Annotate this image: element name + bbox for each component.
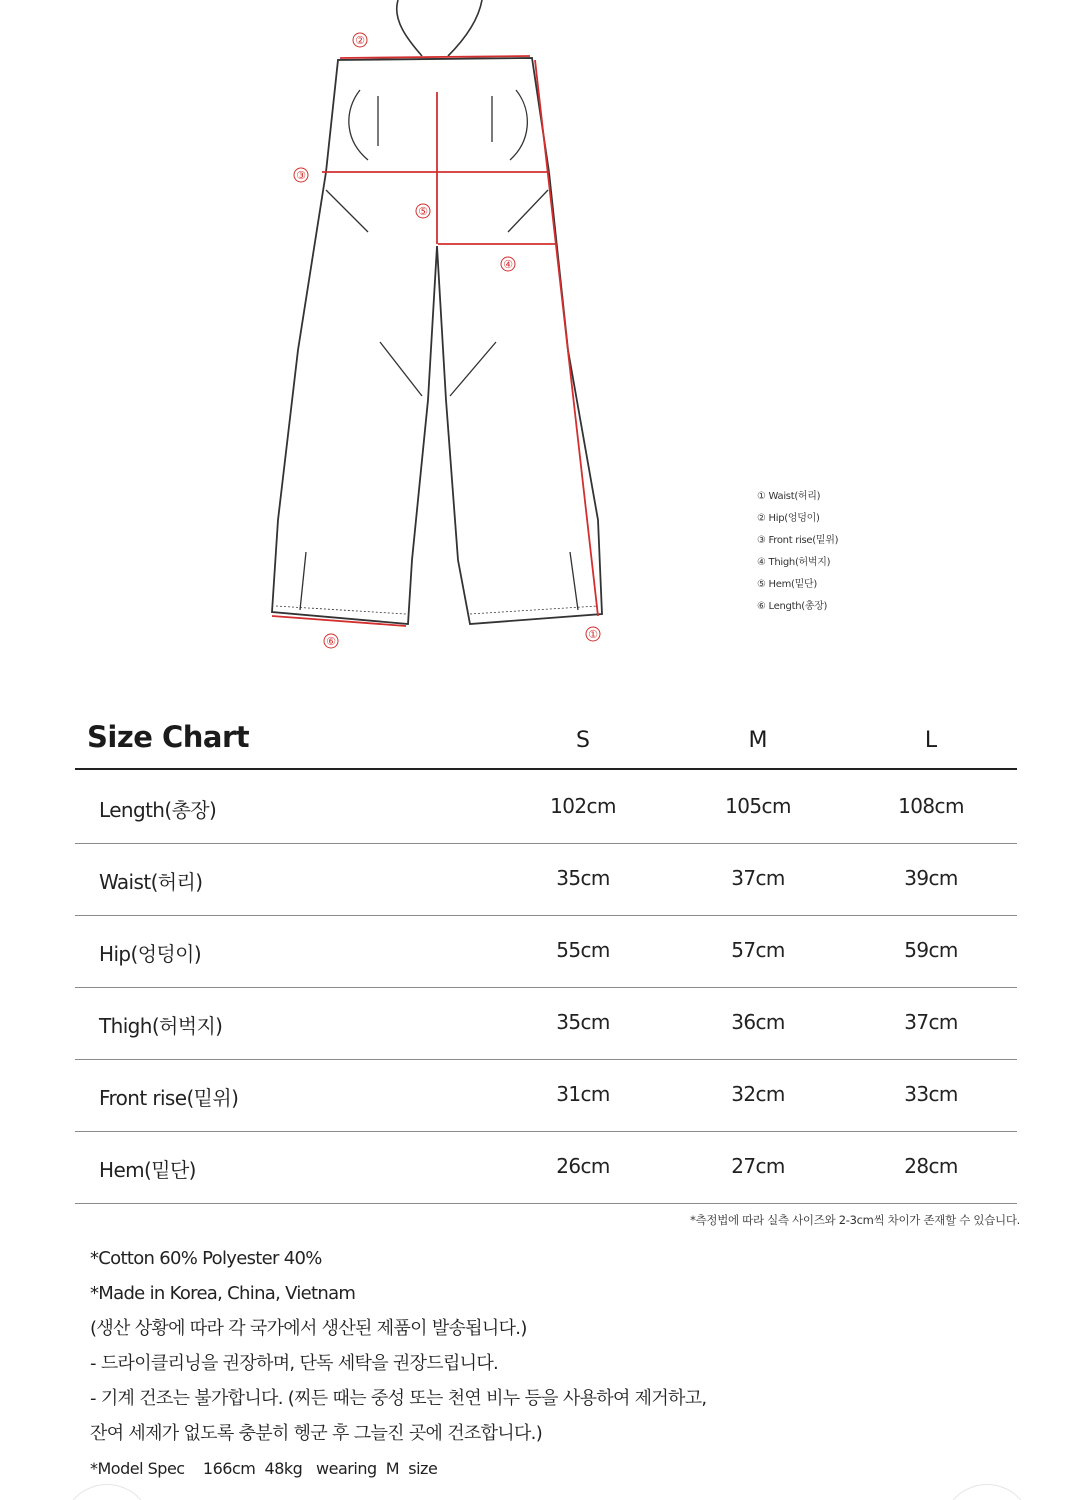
legend-item-front-rise: ③ Front rise(밑위): [757, 535, 839, 546]
scroll-right-arrow[interactable]: [942, 1484, 1032, 1500]
cell-m: 32cm: [731, 1082, 785, 1106]
marker-hip: ②: [355, 34, 365, 47]
cell-l: 59cm: [904, 938, 958, 962]
column-header-l: L: [924, 728, 938, 753]
info-line-origin: *Made in Korea, China, Vietnam: [90, 1283, 356, 1304]
cell-m: 37cm: [731, 866, 785, 890]
marker-front-rise: ③: [296, 169, 306, 182]
row-label: Waist(허리): [99, 870, 203, 894]
cell-l: 28cm: [904, 1154, 958, 1178]
cell-l: 37cm: [904, 1010, 958, 1034]
info-line-care-wash: - 드라이클리닝을 권장하며, 단독 세탁을 권장드립니다.: [90, 1353, 499, 1374]
column-header-s: S: [576, 728, 590, 753]
cell-s: 31cm: [556, 1082, 610, 1106]
cell-s: 26cm: [556, 1154, 610, 1178]
cell-l: 33cm: [904, 1082, 958, 1106]
info-line-material: *Cotton 60% Polyester 40%: [90, 1248, 322, 1269]
cell-s: 35cm: [556, 1010, 610, 1034]
row-label: Hem(밑단): [99, 1158, 196, 1182]
table-row: [75, 916, 1017, 988]
measurement-note: *측정법에 따라 실측 사이즈와 2-3cm씩 차이가 존재할 수 있습니다.: [690, 1213, 1020, 1227]
info-line-care-dry-cont: 잔여 세제가 없도록 충분히 헹군 후 그늘진 곳에 건조합니다.): [90, 1423, 543, 1444]
legend-item-length: ⑥ Length(총장): [757, 601, 828, 612]
table-row: [75, 1060, 1017, 1132]
drawstring: [397, 0, 482, 56]
size-chart-title: Size Chart: [87, 720, 250, 754]
table-row: [75, 844, 1017, 916]
marker-thigh: ④: [503, 258, 513, 271]
cell-m: 57cm: [731, 938, 785, 962]
row-label: Length(총장): [99, 798, 217, 822]
table-row: [75, 988, 1017, 1060]
legend-item-waist: ① Waist(허리): [757, 491, 821, 502]
table-row: [75, 772, 1017, 844]
size-chart-header: [75, 712, 1017, 770]
row-label: Hip(엉덩이): [99, 942, 202, 966]
cell-m: 27cm: [731, 1154, 785, 1178]
marker-waist: ①: [588, 628, 598, 641]
cell-s: 55cm: [556, 938, 610, 962]
cell-l: 108cm: [898, 794, 964, 818]
measurement-legend: [757, 490, 957, 622]
marker-hem: ⑤: [418, 205, 428, 218]
size-chart-table: [75, 772, 1017, 1204]
info-line-care-dry: - 기계 건조는 불가합니다. (찌든 때는 중성 또는 천연 비누 등을 사용하여 제거하고,: [90, 1388, 707, 1409]
model-spec: *Model Spec 166cm 48kg wearing M size: [90, 1459, 438, 1478]
info-line-shipping: (생산 상황에 따라 각 국가에서 생산된 제품이 발송됩니다.): [90, 1318, 527, 1339]
table-row: [75, 1132, 1017, 1204]
legend-item-hem: ⑤ Hem(밑단): [757, 579, 817, 590]
column-header-m: M: [748, 728, 768, 753]
legend-item-hip: ② Hip(엉덩이): [757, 513, 820, 524]
row-label: Thigh(허벅지): [99, 1014, 223, 1038]
cell-m: 105cm: [725, 794, 791, 818]
product-info: [90, 1246, 1040, 1486]
cell-s: 102cm: [550, 794, 616, 818]
row-label: Front rise(밑위): [99, 1086, 239, 1110]
cell-l: 39cm: [904, 866, 958, 890]
cell-s: 35cm: [556, 866, 610, 890]
legend-item-thigh: ④ Thigh(허벅지): [757, 557, 831, 568]
marker-length: ⑥: [326, 635, 336, 648]
cell-m: 36cm: [731, 1010, 785, 1034]
scroll-left-arrow[interactable]: [62, 1484, 152, 1500]
